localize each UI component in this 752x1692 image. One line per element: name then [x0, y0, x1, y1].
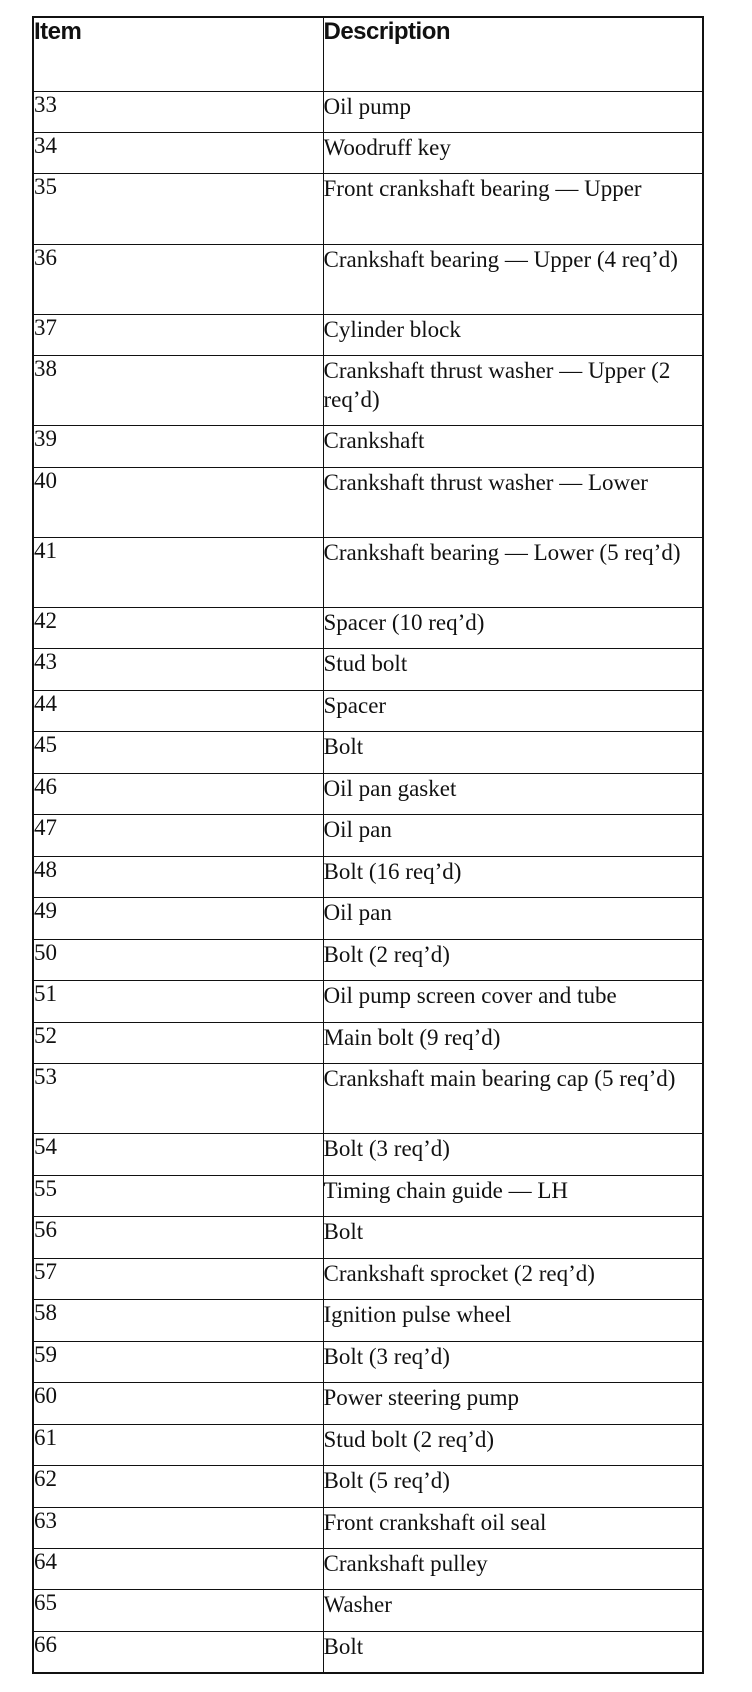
item-number: 33	[33, 91, 323, 132]
table-row	[33, 1631, 703, 1673]
item-number: 44	[33, 690, 323, 731]
table-row	[33, 1064, 703, 1134]
item-number: 50	[33, 939, 323, 980]
item-number: 34	[33, 132, 323, 173]
item-description: Crankshaft bearing — Upper (4 req’d)	[323, 244, 703, 314]
item-number: 54	[33, 1134, 323, 1175]
item-number: 64	[33, 1548, 323, 1589]
table-row	[33, 1590, 703, 1631]
item-description: Crankshaft thrust washer — Upper (2 req’d)	[323, 356, 703, 426]
item-description: Oil pan	[323, 898, 703, 939]
table-row	[33, 815, 703, 856]
item-description: Washer	[323, 1590, 703, 1631]
item-description: Bolt	[323, 1631, 703, 1673]
table-row	[33, 1466, 703, 1507]
table-row	[33, 314, 703, 355]
item-description: Bolt	[323, 1217, 703, 1258]
table-row	[33, 898, 703, 939]
item-number: 59	[33, 1341, 323, 1382]
item-description: Crankshaft bearing — Lower (5 req’d)	[323, 537, 703, 607]
item-number: 63	[33, 1507, 323, 1548]
table-row	[33, 939, 703, 980]
table-row	[33, 467, 703, 537]
item-number: 42	[33, 608, 323, 649]
table-row	[33, 690, 703, 731]
table-row	[33, 1217, 703, 1258]
item-number: 41	[33, 537, 323, 607]
item-number: 65	[33, 1590, 323, 1631]
table-row	[33, 1383, 703, 1424]
item-column-header: Item	[33, 17, 323, 91]
item-description: Oil pump	[323, 91, 703, 132]
item-number: 38	[33, 356, 323, 426]
item-description: Front crankshaft oil seal	[323, 1507, 703, 1548]
item-description: Crankshaft thrust washer — Lower	[323, 467, 703, 537]
item-number: 40	[33, 467, 323, 537]
item-number: 52	[33, 1022, 323, 1063]
item-description: Spacer	[323, 690, 703, 731]
item-description: Ignition pulse wheel	[323, 1300, 703, 1341]
item-number: 58	[33, 1300, 323, 1341]
item-description: Crankshaft	[323, 426, 703, 467]
item-number: 37	[33, 314, 323, 355]
item-description: Crankshaft pulley	[323, 1548, 703, 1589]
parts-table	[32, 16, 704, 1674]
item-description: Oil pan	[323, 815, 703, 856]
item-number: 36	[33, 244, 323, 314]
item-description: Bolt (16 req’d)	[323, 856, 703, 897]
item-description: Front crankshaft bearing — Upper	[323, 174, 703, 244]
table-row	[33, 608, 703, 649]
table-row	[33, 91, 703, 132]
item-number: 45	[33, 732, 323, 773]
item-description: Power steering pump	[323, 1383, 703, 1424]
item-number: 35	[33, 174, 323, 244]
table-row	[33, 244, 703, 314]
item-number: 49	[33, 898, 323, 939]
table-row	[33, 1258, 703, 1299]
table-row	[33, 856, 703, 897]
item-description: Bolt (2 req’d)	[323, 939, 703, 980]
item-number: 61	[33, 1424, 323, 1465]
table-row	[33, 1300, 703, 1341]
item-number: 48	[33, 856, 323, 897]
header-row	[33, 17, 703, 91]
table-row	[33, 1424, 703, 1465]
item-description: Oil pan gasket	[323, 773, 703, 814]
item-description: Oil pump screen cover and tube	[323, 981, 703, 1022]
item-number: 53	[33, 1064, 323, 1134]
item-number: 60	[33, 1383, 323, 1424]
table-row	[33, 1507, 703, 1548]
item-number: 55	[33, 1175, 323, 1216]
table-row	[33, 1022, 703, 1063]
table-row	[33, 1134, 703, 1175]
item-number: 66	[33, 1631, 323, 1673]
item-description: Main bolt (9 req’d)	[323, 1022, 703, 1063]
table-row	[33, 356, 703, 426]
item-number: 39	[33, 426, 323, 467]
table-row	[33, 1548, 703, 1589]
table-row	[33, 132, 703, 173]
table-row	[33, 426, 703, 467]
table-row	[33, 1341, 703, 1382]
item-number: 57	[33, 1258, 323, 1299]
item-description: Cylinder block	[323, 314, 703, 355]
description-column-header: Description	[323, 17, 703, 91]
item-description: Stud bolt	[323, 649, 703, 690]
item-description: Bolt (3 req’d)	[323, 1134, 703, 1175]
table-row	[33, 174, 703, 244]
item-description: Spacer (10 req’d)	[323, 608, 703, 649]
table-row	[33, 773, 703, 814]
item-description: Timing chain guide — LH	[323, 1175, 703, 1216]
item-description: Bolt	[323, 732, 703, 773]
item-number: 56	[33, 1217, 323, 1258]
item-number: 47	[33, 815, 323, 856]
item-description: Bolt (3 req’d)	[323, 1341, 703, 1382]
item-number: 62	[33, 1466, 323, 1507]
item-number: 43	[33, 649, 323, 690]
table-row	[33, 649, 703, 690]
item-description: Bolt (5 req’d)	[323, 1466, 703, 1507]
table-row	[33, 537, 703, 607]
item-number: 51	[33, 981, 323, 1022]
item-description: Crankshaft sprocket (2 req’d)	[323, 1258, 703, 1299]
table-row	[33, 1175, 703, 1216]
table-row	[33, 981, 703, 1022]
table-row	[33, 732, 703, 773]
item-description: Crankshaft main bearing cap (5 req’d)	[323, 1064, 703, 1134]
item-description: Woodruff key	[323, 132, 703, 173]
item-number: 46	[33, 773, 323, 814]
item-description: Stud bolt (2 req’d)	[323, 1424, 703, 1465]
